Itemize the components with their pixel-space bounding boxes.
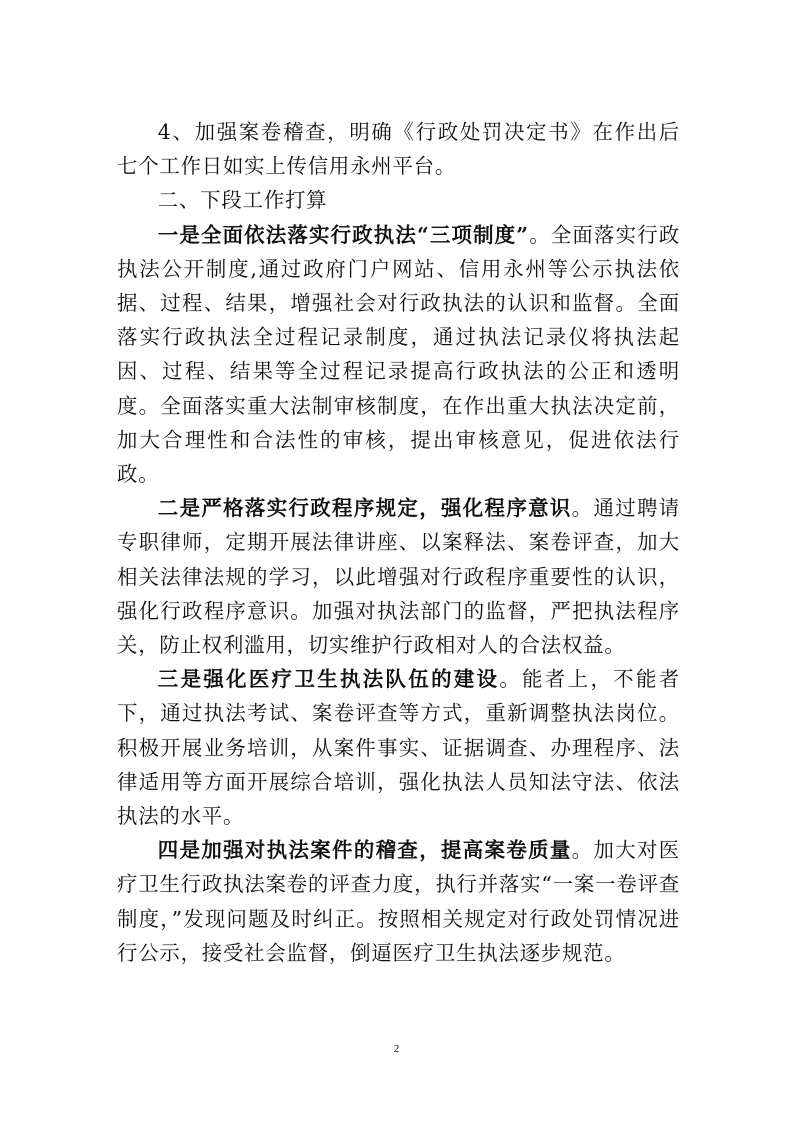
section-heading bbox=[117, 183, 680, 217]
document-body bbox=[117, 115, 680, 970]
paragraph-lead: 一是全面依法落实行政执法“三项制度” bbox=[157, 222, 529, 247]
paragraph-text: 4、加强案卷稽查，明确《行政处罚决定书》在作出后七个工作日如实上传信用永州平台。 bbox=[117, 120, 680, 179]
paragraph-plan-2 bbox=[117, 491, 680, 662]
page-number: 2 bbox=[393, 1043, 400, 1055]
paragraph-plan-3 bbox=[117, 662, 680, 833]
paragraph-plan-4 bbox=[117, 833, 680, 970]
paragraph-text: 。能者上，不能者下，通过执法考试、案卷评查等方式，重新调整执法岗位。积极开展业务培训，从案件事实、证据调查、办理程序、法律适用等方面开展综合培训，强化执法人员知法守法、依法执法的水平。 bbox=[117, 667, 680, 829]
paragraph-text: 。加大对医疗卫生行政执法案卷的评查力度，执行并落实“一案一卷评查制度，”发现问题及时纠正。按照相关规定对行政处罚情况进行公示，接受社会监督，倒逼医疗卫生执法逐步规范。 bbox=[117, 838, 680, 965]
paragraph-text: 。通过聘请专职律师，定期开展法律讲座、以案释法、案卷评查，加大相关法律法规的学习，以此增强对行政程序重要性的认识，强化行政程序意识。加强对执法部门的监督，严把执法程序关，防止权利滥用，切实维护行政相对人的合法权益。 bbox=[117, 496, 680, 658]
paragraph-lead: 三是强化医疗卫生执法队伍的建设 bbox=[157, 667, 500, 692]
paragraph-lead: 四是加强对执法案件的稽查，提高案卷质量 bbox=[157, 838, 572, 863]
paragraph-lead: 二是严格落实行政程序规定，强化程序意识 bbox=[157, 496, 572, 521]
paragraph-text: 。全面落实行政执法公开制度,通过政府门户网站、信用永州等公示执法依据、过程、结果，增强社会对行政执法的认识和监督。全面落实行政执法全过程记录制度，通过执法记录仪将执法起因、过程、结果等全过程记录提高行政执法的公正和透明度。全面落实重大法制审核制度，在作出重大执法决定前，加大合理性和合法性的审核，提出审核意见，促进依法行政。 bbox=[117, 222, 680, 487]
paragraph-plan-1 bbox=[117, 218, 680, 492]
paragraph-item-4 bbox=[117, 115, 680, 183]
section-heading-text: 二、下段工作打算 bbox=[157, 188, 328, 213]
